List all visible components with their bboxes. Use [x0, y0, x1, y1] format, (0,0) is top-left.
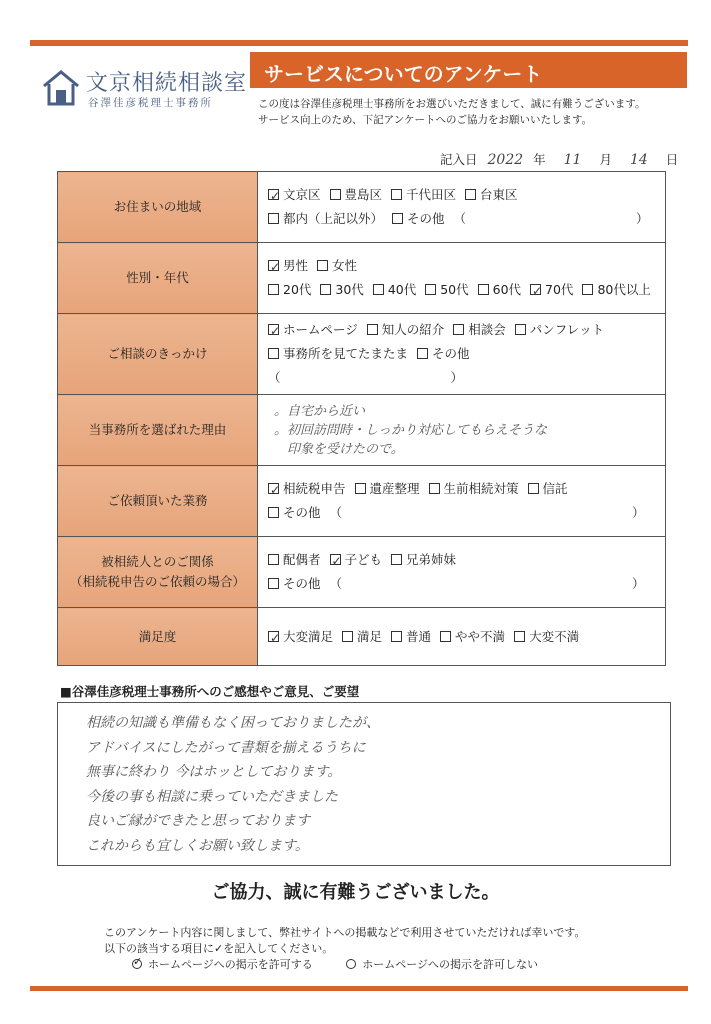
survey-row — [58, 314, 666, 395]
paren-open: （ — [329, 576, 343, 591]
survey-row — [58, 172, 666, 243]
checkbox-checked-icon — [268, 260, 279, 271]
option-label: その他 — [283, 576, 321, 591]
checkbox-option[interactable] — [453, 318, 506, 342]
option-label: 20代 — [283, 282, 312, 297]
comment-box[interactable] — [57, 702, 671, 866]
checkbox-icon — [582, 284, 593, 295]
survey-row — [58, 466, 666, 537]
checkbox-icon — [515, 324, 526, 335]
date-label: 記入日 — [440, 152, 478, 167]
option-label: 生前相続対策 — [443, 481, 519, 496]
bottom-rule — [30, 986, 688, 991]
checkbox-option[interactable] — [268, 207, 383, 231]
option-line — [268, 278, 665, 302]
comment-line: 無事に終わり 今はホッとしております。 — [86, 764, 342, 780]
option-label: 大変満足 — [283, 628, 334, 644]
checkbox-option[interactable] — [268, 501, 321, 525]
checkbox-option[interactable] — [268, 254, 308, 278]
checkbox-option[interactable] — [514, 625, 579, 649]
option-label: 事務所を見てたまたま — [283, 346, 409, 361]
checkbox-icon — [320, 284, 331, 295]
date-row — [440, 150, 678, 168]
question-label: 被相続人とのご関係 — [101, 554, 214, 569]
option-line — [268, 342, 665, 390]
checkbox-option[interactable] — [330, 183, 383, 207]
checkbox-option[interactable] — [582, 278, 650, 302]
handwritten-reason: 。初回訪問時・しっかり対応してもらえそうな — [274, 422, 548, 438]
checkbox-option[interactable] — [268, 625, 333, 649]
page-title: サービスについてのアンケート — [250, 52, 687, 88]
answer-cell — [258, 537, 666, 608]
checkbox-option[interactable] — [355, 477, 420, 501]
option-label: 満足 — [357, 628, 383, 644]
permission-options — [132, 957, 585, 973]
office-logo — [42, 66, 248, 112]
radio-checked-icon — [132, 959, 142, 969]
intro-text — [258, 96, 645, 128]
comment-line: これからも宜しくお願い致します。 — [86, 837, 309, 854]
checkbox-option[interactable] — [425, 278, 468, 302]
option-label: 相続税申告 — [283, 481, 346, 496]
intro-line: この度は谷澤佳彦税理士事務所をお選びいただきまして、誠に有難うございます。 — [258, 98, 646, 110]
footer-line: このアンケート内容に関しまして、弊社サイトへの掲載などで利用させていただければ幸いです。 — [104, 926, 586, 939]
thanks-message: ご協力、誠に有難うございました。 — [211, 882, 500, 903]
other-text-field[interactable] — [330, 572, 645, 596]
checkbox-icon — [453, 324, 464, 335]
checkbox-option[interactable] — [268, 183, 321, 207]
question-label: お住まいの地域 — [113, 199, 202, 214]
option-label: 女性 — [332, 258, 358, 273]
question-cell — [58, 466, 258, 537]
checkbox-checked-icon — [530, 284, 541, 295]
checkbox-option[interactable] — [391, 625, 431, 649]
option-label: 60代 — [492, 282, 522, 297]
paren-open: （ — [268, 370, 281, 385]
handwritten-reason: 印象を受けたので。 — [274, 441, 404, 457]
question-label: ご依頼頂いた業務 — [107, 493, 208, 508]
option-line — [268, 477, 665, 501]
checkbox-option[interactable] — [268, 342, 408, 366]
checkbox-option[interactable] — [440, 625, 505, 649]
option-label: 台東区 — [480, 187, 518, 202]
option-label: 50代 — [440, 282, 469, 297]
checkbox-option[interactable] — [391, 548, 456, 572]
option-line — [268, 207, 665, 231]
checkbox-icon — [268, 213, 279, 224]
answer-cell — [258, 608, 666, 666]
survey-row — [58, 537, 666, 608]
checkbox-option[interactable] — [392, 207, 445, 231]
option-label: 40代 — [387, 282, 417, 297]
option-line — [268, 572, 665, 596]
checkbox-icon — [514, 631, 525, 642]
option-line — [268, 183, 665, 207]
checkbox-icon — [355, 483, 366, 494]
intro-line: サービス向上のため、下記アンケートへのご協力をお願いいたします。 — [258, 114, 593, 126]
checkbox-checked-icon — [268, 324, 279, 335]
question-label: 当事務所を選ばれた理由 — [88, 422, 227, 437]
checkbox-option[interactable] — [515, 318, 604, 342]
date-day[interactable]: 14 — [629, 152, 648, 168]
checkbox-option[interactable] — [268, 278, 311, 302]
footer-notice — [104, 925, 585, 973]
option-label: 80代以上 — [597, 282, 651, 297]
paren-open: （ — [453, 211, 467, 226]
survey-row — [58, 243, 666, 314]
checkbox-icon — [373, 284, 384, 295]
option-label: 相談会 — [468, 322, 506, 337]
option-label: 文京区 — [283, 187, 321, 202]
checkbox-icon — [268, 284, 279, 295]
option-line — [268, 501, 665, 525]
paren-close: ） — [636, 211, 649, 226]
survey-row — [58, 395, 666, 466]
option-label: 大変不満 — [529, 628, 580, 644]
survey-row — [58, 608, 666, 666]
question-label: 満足度 — [138, 628, 177, 644]
permission-deny[interactable] — [346, 957, 538, 973]
option-label: 子ども — [344, 552, 383, 567]
other-text-field[interactable] — [454, 207, 649, 231]
option-label: 70代 — [545, 282, 574, 297]
checkbox-option[interactable] — [391, 183, 456, 207]
other-text-field[interactable] — [330, 501, 645, 525]
checkbox-option[interactable] — [465, 183, 518, 207]
checkbox-checked-icon — [268, 631, 279, 642]
checkbox-icon — [465, 189, 476, 200]
checkbox-option[interactable] — [320, 278, 363, 302]
option-label: 知人の紹介 — [381, 322, 445, 337]
checkbox-icon — [478, 284, 489, 295]
other-text-field[interactable] — [268, 366, 463, 390]
question-cell — [58, 243, 258, 314]
comment-line: 良いご縁ができたと思っております — [86, 813, 310, 829]
answer-cell — [258, 395, 666, 466]
option-label: 遺産整理 — [369, 481, 420, 496]
option-label: 30代 — [335, 282, 364, 297]
top-rule — [30, 40, 688, 46]
checkbox-icon — [429, 483, 440, 494]
checkbox-icon — [268, 348, 279, 359]
footer-line: 以下の該当する項目に✓を記入してください。 — [104, 942, 334, 955]
checkbox-icon — [367, 324, 378, 335]
checkbox-icon — [391, 189, 402, 200]
house-logo-icon — [42, 68, 80, 106]
checkbox-option[interactable] — [530, 278, 573, 302]
comment-heading: ■谷澤佳彦税理士事務所へのご感想やご意見、ご要望 — [60, 684, 360, 699]
checkbox-option[interactable] — [528, 477, 568, 501]
handwritten-reason: 。自宅から近い — [274, 403, 366, 419]
question-cell — [58, 314, 258, 395]
question-cell — [58, 608, 258, 666]
question-sublabel: （相続税申告のご依頼の場合） — [69, 574, 245, 589]
answer-cell — [258, 466, 666, 537]
option-label: 兄弟姉妹 — [406, 552, 457, 567]
answer-cell — [258, 314, 666, 395]
question-cell — [58, 172, 258, 243]
paren-close: ） — [450, 370, 464, 385]
checkbox-icon — [528, 483, 539, 494]
checkbox-option[interactable] — [417, 342, 470, 366]
checkbox-option[interactable] — [268, 318, 358, 342]
checkbox-icon — [391, 631, 402, 642]
checkbox-option[interactable] — [317, 254, 357, 278]
option-label: 男性 — [283, 258, 309, 273]
option-line — [268, 318, 665, 342]
answer-cell — [258, 243, 666, 314]
checkbox-option[interactable] — [268, 572, 321, 596]
option-line — [268, 625, 665, 649]
permission-allow[interactable] — [132, 957, 313, 973]
date-month[interactable]: 11 — [563, 152, 582, 168]
option-label: その他 — [432, 346, 470, 361]
option-label: 信託 — [542, 481, 568, 496]
option-label: パンフレット — [529, 322, 605, 337]
checkbox-icon — [330, 189, 341, 200]
option-label: その他 — [283, 505, 321, 520]
option-label: やや不満 — [455, 628, 506, 644]
option-label: 都内（上記以外） — [283, 211, 384, 226]
answer-cell — [258, 172, 666, 243]
checkbox-icon — [268, 578, 279, 589]
option-label: ホームページ — [283, 322, 358, 337]
survey-table — [57, 171, 666, 666]
checkbox-option[interactable] — [268, 477, 346, 501]
option-label: 豊島区 — [344, 187, 383, 202]
option-label: 配偶者 — [283, 552, 321, 567]
checkbox-option[interactable] — [373, 278, 416, 302]
checkbox-option[interactable] — [342, 625, 382, 649]
permission-allow-label: ホームページへの掲示を許可する — [148, 958, 313, 971]
checkbox-checked-icon — [268, 483, 279, 494]
checkbox-option[interactable] — [367, 318, 445, 342]
logo-name: 文京相続相談室 — [86, 71, 248, 96]
paren-close: ） — [632, 576, 645, 591]
checkbox-checked-icon — [330, 554, 341, 565]
option-line — [268, 254, 665, 278]
checkbox-option[interactable] — [478, 278, 521, 302]
question-label: 性別・年代 — [126, 270, 189, 285]
option-label: 普通 — [406, 628, 432, 644]
checkbox-icon — [268, 507, 279, 518]
date-day-unit: 日 — [665, 152, 679, 167]
logo-sub: 谷澤佳彦税理士事務所 — [88, 97, 213, 109]
paren-open: （ — [329, 505, 343, 520]
comment-line: 今後の事も相談に乗っていただきました — [86, 788, 338, 805]
option-label: その他 — [407, 211, 445, 226]
radio-icon — [346, 959, 356, 969]
checkbox-option[interactable] — [330, 548, 383, 572]
checkbox-icon — [391, 554, 402, 565]
checkbox-option[interactable] — [268, 548, 321, 572]
checkbox-icon — [317, 260, 328, 271]
date-year[interactable]: 2022 — [487, 152, 524, 168]
checkbox-icon — [425, 284, 436, 295]
checkbox-icon — [392, 213, 403, 224]
checkbox-icon — [342, 631, 353, 642]
checkbox-checked-icon — [268, 189, 279, 200]
date-month-unit: 月 — [599, 152, 612, 167]
option-label: 千代田区 — [406, 187, 457, 202]
comment-line: 相続の知識も準備もなく困っておりましたが、 — [86, 715, 380, 731]
comment-line: アドバイスにしたがって書類を揃えるうちに — [86, 739, 366, 756]
question-label: ご相談のきっかけ — [107, 346, 208, 361]
checkbox-icon — [268, 554, 279, 565]
option-line — [268, 548, 665, 572]
permission-deny-label: ホームページへの掲示を許可しない — [362, 958, 539, 971]
checkbox-option[interactable] — [429, 477, 519, 501]
question-cell — [58, 395, 258, 466]
checkbox-icon — [440, 631, 451, 642]
date-year-unit: 年 — [533, 152, 546, 167]
checkbox-icon — [417, 348, 428, 359]
paren-close: ） — [632, 505, 645, 520]
question-cell — [58, 537, 258, 608]
